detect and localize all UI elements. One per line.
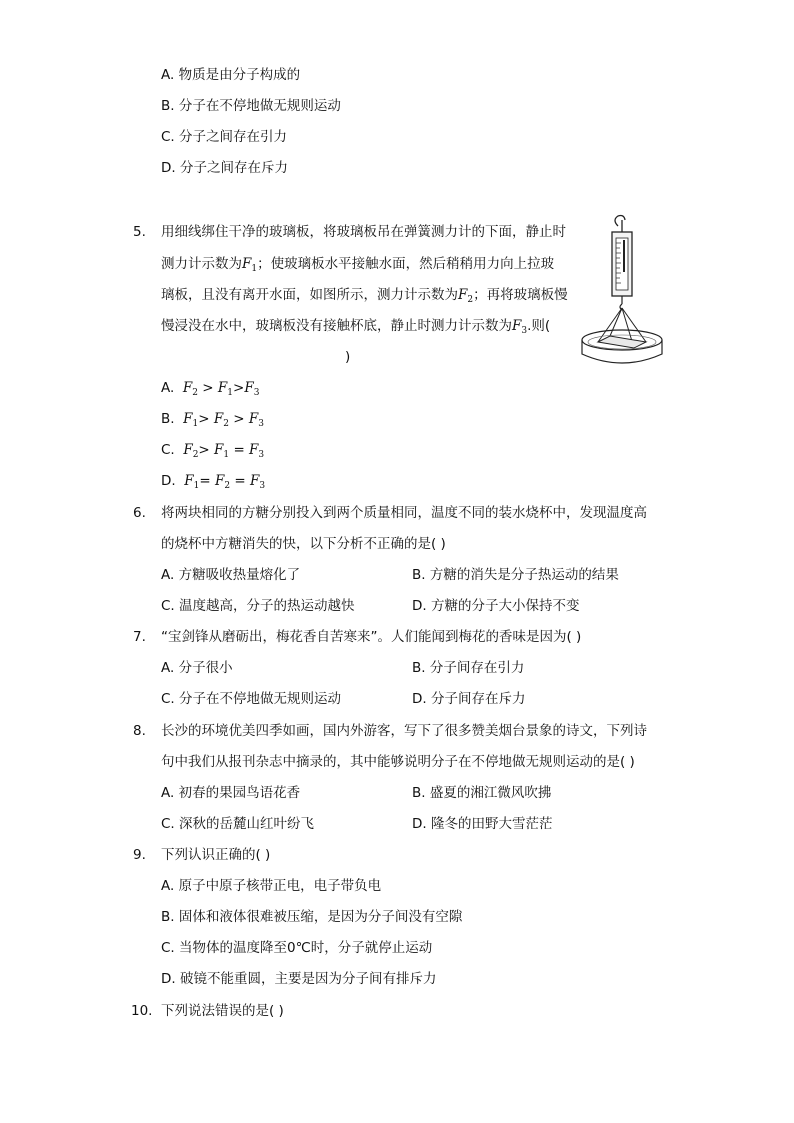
q7-option-c: C. 分子在不停地做无规则运动 <box>161 691 342 707</box>
q5-close-paren: ) <box>345 349 351 365</box>
q5-line-4-text-b: .则( <box>527 318 551 334</box>
formula-f1: $F_1$ <box>242 256 258 274</box>
q8-option-a: A. 初春的果园鸟语花香 <box>161 785 301 801</box>
q5-option-d: D. $F_1= F_2 = F_3$ <box>161 473 266 491</box>
formula-f2: $F_2$ <box>458 287 474 305</box>
q6-number: 6. <box>133 505 146 521</box>
q6-option-a: A. 方糖吸收热量熔化了 <box>161 567 301 583</box>
q8-option-b: B. 盛夏的湘江微风吹拂 <box>412 785 552 801</box>
q8-line-2: 句中我们从报刊杂志中摘录的，其中能够说明分子在不停地做无规则运动的是( ) <box>161 754 635 770</box>
q5-option-a: A. $F_2 > F_1>F_3$ <box>161 380 260 398</box>
q7-option-d: D. 分子间存在斥力 <box>412 691 526 707</box>
q9-option-a: A. 原子中原子核带正电，电子带负电 <box>161 878 382 894</box>
q5-option-b: B. $F_1> F_2 > F_3$ <box>161 411 264 429</box>
q4-option-d: D. 分子之间存在斥力 <box>161 160 288 176</box>
q8-option-c: C. 深秋的岳麓山红叶纷飞 <box>161 816 315 832</box>
q8-line-1: 长沙的环境优美四季如画，国内外游客，写下了很多赞美烟台景象的诗文，下列诗 <box>161 723 647 739</box>
q4-option-b: B. 分子在不停地做无规则运动 <box>161 98 341 114</box>
q9-line-1: 下列认识正确的( ) <box>161 847 271 863</box>
q8-option-d: D. 隆冬的田野大雪茫茫 <box>412 816 553 832</box>
q9-option-d: D. 破镜不能重圆，主要是因为分子间有排斥力 <box>161 971 437 987</box>
q6-option-c: C. 温度越高，分子的热运动越快 <box>161 598 355 614</box>
q4-option-c: C. 分子之间存在引力 <box>161 129 288 145</box>
q5-line-4 <box>161 317 550 340</box>
q7-option-b: B. 分子间存在引力 <box>412 660 525 676</box>
q5-line-1: 用细线绑住干净的玻璃板，将玻璃板吊在弹簧测力计的下面，静止时 <box>161 224 566 240</box>
q9-number: 9. <box>133 847 146 863</box>
q5-line-4-text-a: 慢浸没在水中，玻璃板没有接触杯底，静止时测力计示数为 <box>161 318 512 334</box>
formula-f3: $F_3$ <box>512 318 528 336</box>
q5-line-3 <box>161 286 568 309</box>
q5-option-c: C. $F_2> F_1 = F_3$ <box>161 442 265 460</box>
q5-number: 5. <box>133 224 146 240</box>
q5-line-3-text-a: 璃板，且没有离开水面，如图所示，测力计示数为 <box>161 287 458 303</box>
q7-number: 7. <box>133 629 146 645</box>
q6-option-b: B. 方糖的消失是分子热运动的结果 <box>412 567 619 583</box>
q5-line-2-text-a: 测力计示数为 <box>161 256 242 272</box>
q7-line-1: “宝剑锋从磨砺出，梅花香自苦寒来”。人们能闻到梅花的香味是因为( ) <box>161 629 582 645</box>
q6-option-d: D. 方糖的分子大小保持不变 <box>412 598 580 614</box>
q6-line-2: 的烧杯中方糖消失的快，以下分析不正确的是( ) <box>161 536 446 552</box>
q7-option-a: A. 分子很小 <box>161 660 233 676</box>
q9-option-b: B. 固体和液体很难被压缩，是因为分子间没有空隙 <box>161 909 463 925</box>
q5-line-2 <box>161 255 554 278</box>
q6-line-1: 将两块相同的方糖分别投入到两个质量相同，温度不同的装水烧杯中，发现温度高 <box>161 505 647 521</box>
q4-option-a: A. 物质是由分子构成的 <box>161 67 301 83</box>
q5-line-3-text-b: ；再将玻璃板慢 <box>473 287 568 303</box>
q9-option-c: C. 当物体的温度降至0℃时，分子就停止运动 <box>161 940 433 956</box>
q10-line-1: 下列说法错误的是( ) <box>161 1003 284 1019</box>
q5-line-2-text-b: ；使玻璃板水平接触水面，然后稍稍用力向上拉玻 <box>257 256 555 272</box>
q10-number: 10. <box>131 1003 153 1019</box>
spring-scale-figure <box>574 212 670 372</box>
q8-number: 8. <box>133 723 146 739</box>
